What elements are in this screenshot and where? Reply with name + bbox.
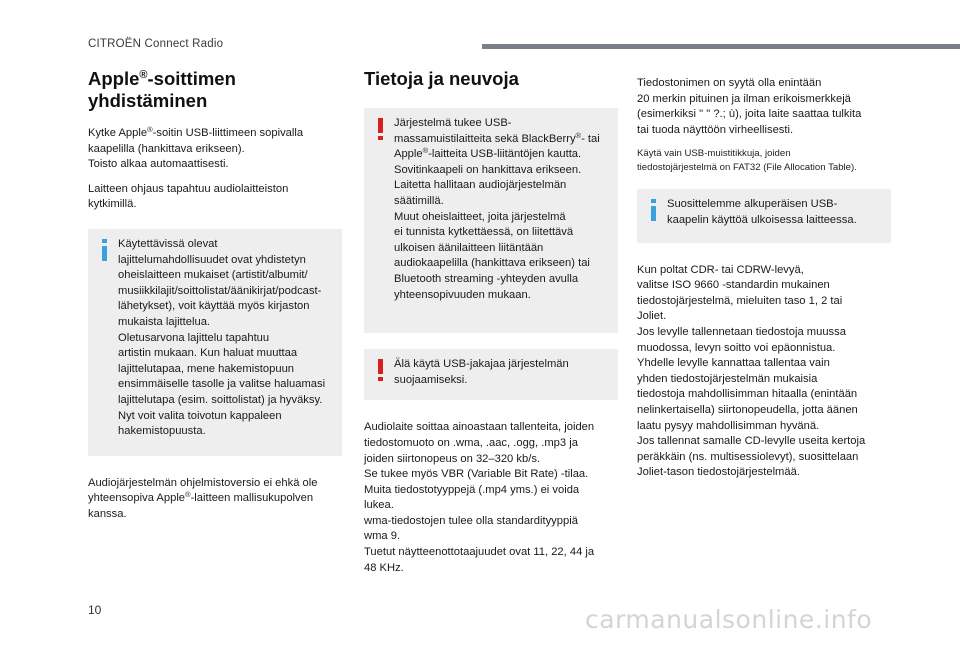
- header-bar: [482, 44, 960, 49]
- info-text: Käytettävissä olevat lajittelumahdollisuudet ovat yhdistetyn oheislaitteen mukaiset (artistit/albumit/ musiikkilajit/soittolistat/äänikirjat/podcast- lähetykset), voit käyttää myös kirjaston mukaista lajittelua. Oletusarvona lajittelu tapahtuu artistin mukaan. Kun haluat muuttaa lajittelutapaa, mene hakemistopuun ensimmäiselle tasolle ja valitse haluamasi lajittelutapa (esim. soittolistat) ja hyväksy. Nyt voit valita toivotun kappaleen hakemistopuusta.: [118, 237, 326, 438]
- text: Järjestelmä tukee USB- massamuistilaitteita sekä BlackBerry: [394, 117, 576, 145]
- column-middle: [364, 66, 618, 585]
- warning-icon: [375, 359, 387, 381]
- text: -soitin USB-liittimeen sopivalla kaapelilla (hankittava erikseen). Toisto alkaa automaattisesti.: [88, 127, 304, 171]
- text: Kytke Apple: [88, 127, 148, 139]
- sup: ®: [575, 130, 582, 140]
- text: Audiojärjestelmän ohjelmistoversio ei ehkä ole yhteensopiva Apple: [88, 476, 318, 505]
- info-box: [88, 229, 342, 456]
- info-icon: [648, 199, 660, 221]
- title-text: Apple: [88, 68, 140, 89]
- column-right: [637, 76, 891, 490]
- paragraph-compat: [88, 476, 342, 523]
- warning-icon: [375, 118, 387, 140]
- running-header: CITROËN Connect Radio: [88, 38, 224, 50]
- text: - tai Apple: [394, 132, 600, 161]
- title-text-rest: -soittimen yhdistäminen: [88, 68, 236, 111]
- note-fat32: Käytä vain USB-muistitikkuja, joiden tiedostojärjestelmä on FAT32 (File Allocation Table).: [637, 148, 857, 174]
- warning-box-hub: [364, 349, 618, 400]
- sup: ®: [147, 125, 153, 134]
- paragraph-filenames: Tiedostonimen on syytä olla enintään 20 merkin pituinen ja ilman erikoismerkkejä (esimerkiksi " " ?.; ù), joita laite saattaa tulkita tai tuoda näyttöön virheellisesti.: [637, 77, 862, 136]
- info-box-cable: [637, 189, 891, 242]
- text: -laitteen mallisukupolven kanssa.: [88, 492, 314, 520]
- text: -laitteita USB-liitäntöjen kautta. Sovitinkaapeli on hankittava erikseen. Laitetta hallitaan audiojärjestelmän säätimillä. Muut oheislaitteet, joita järjestelmä ei tunnista kytkettäessä, on liitettävä ulkoisen äänilaitteen liitäntään audiokaapelilla (hankittava erikseen) tai Bluetooth streaming -yhteyden avulla yhteensopivuuden mukaan.: [394, 148, 590, 301]
- warning-box-usb: [364, 108, 618, 333]
- watermark: carmanualsonline.info: [585, 605, 873, 634]
- sup: ®: [185, 490, 191, 500]
- warning-text: [394, 116, 608, 303]
- info-text: Suosittelemme alkuperäisen USB- kaapelin käyttöä ulkoisessa laitteessa.: [667, 198, 857, 226]
- sup: ®: [422, 146, 429, 156]
- info-icon: [99, 239, 111, 261]
- title-sup: ®: [139, 69, 148, 81]
- paragraph-cd: Kun poltat CDR- tai CDRW-levyä, valitse ISO 9660 -standardin mukainen tiedostojärjestelmä, mieluiten taso 1, 2 tai Joliet. Jos levylle tallennetaan tiedostoja muussa muodossa, levyn soitto voi epäonnistua. Yhdelle levylle kannattaa tallentaa vain yhden tiedostojärjestelmän mukaisia tiedostoja mahdollisimman hitaalla (enintään nelinkertaisella) siirtonopeudella, jotta äänen laatu pysyy mahdollisimman hyvänä. Jos tallennat samalle CD-levylle useita kertoja peräkkäin (ns. multisessiolevyt), suosittelaan Joliet-tason tiedostojärjestelmää.: [637, 263, 866, 479]
- paragraph-formats: Audiolaite soittaa ainoastaan tallenteita, joiden tiedostomuoto on .wma, .aac, .ogg, .mp3 ja joiden siirtonopeus on 32–320 kb/s. Se tukee myös VBR (Variable Bit Rate) -tilaa. Muita tiedostotyyppejä (.mp4 yms.) ei voida lukea. wma-tiedostojen tulee olla standardityyppiä wma 9. Tuetut näytteenottotaajuudet ovat 11, 22, 44 ja 48 KHz.: [364, 421, 595, 574]
- section-title-apple: [88, 68, 342, 112]
- page-number: 10: [88, 603, 102, 617]
- section-title-tips: Tietoja ja neuvoja: [364, 68, 519, 89]
- paragraph-control: Laitteen ohjaus tapahtuu audiolaitteiston kytkimillä.: [88, 182, 289, 211]
- warning-text: Älä käytä USB-jakajaa järjestelmän suojaamiseksi.: [394, 358, 569, 386]
- paragraph-connect: [88, 126, 342, 173]
- column-left: [88, 66, 342, 531]
